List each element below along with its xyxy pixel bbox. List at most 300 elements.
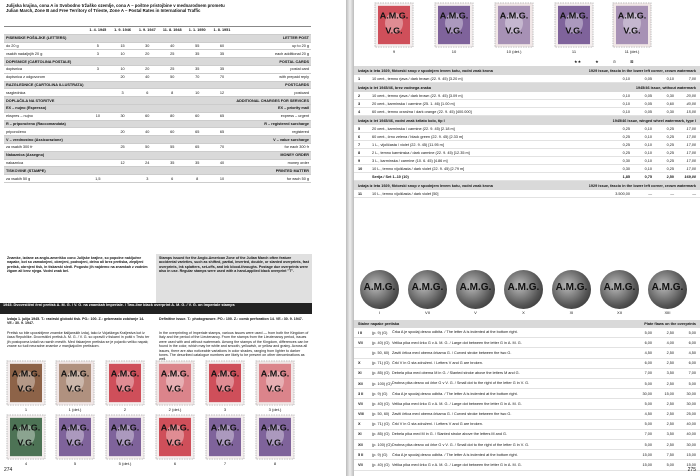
rates-cell-empty xyxy=(160,120,185,128)
grade-mint-never-hinged: ★★ xyxy=(574,59,582,64)
catalogue-row xyxy=(354,141,700,149)
rates-cell: 12 xyxy=(210,89,235,97)
rates-label-en: money order xyxy=(234,159,311,167)
catalogue-price: 0,05 xyxy=(644,76,652,81)
catalogue-row xyxy=(354,125,700,133)
rates-cell: 3 xyxy=(135,175,160,183)
rates-label-en: postal card xyxy=(234,65,311,73)
stamp-image xyxy=(205,360,245,406)
plate-flaw-price: 25,00 xyxy=(686,412,696,417)
catalogue-price: 0,30 xyxy=(622,158,630,163)
rates-cell-empty xyxy=(160,167,185,175)
rates-cell-empty xyxy=(85,120,110,128)
rates-cell: 55 xyxy=(160,143,185,151)
plate-flaw-price: 5,00 xyxy=(644,381,652,386)
svg-text:V.G.: V.G. xyxy=(116,437,134,448)
rates-cell-empty xyxy=(110,34,135,42)
rates-row xyxy=(4,175,311,183)
plate-flaw-type: XII xyxy=(358,381,363,386)
svg-text:V.G.: V.G. xyxy=(565,25,583,36)
rates-label-en: each additional 20 g xyxy=(234,50,311,58)
plate-flaw-price: 7,00 xyxy=(688,371,696,376)
rates-cell-empty xyxy=(210,34,235,42)
rates-cell: 30 xyxy=(110,112,135,120)
catalogue-description: 10 L., temno vijoličasta / dark violet [50] xyxy=(372,191,439,196)
stamp-image xyxy=(155,360,195,406)
rates-cell: 10 xyxy=(185,89,210,97)
rates-cell-empty xyxy=(110,167,135,175)
plate-flaw-price: 7,50 xyxy=(666,452,674,457)
catalogue-price: 0,05 xyxy=(644,101,652,106)
rates-cell-empty xyxy=(185,104,210,112)
rates-cell-empty xyxy=(185,58,210,66)
rates-cell-empty xyxy=(185,97,210,105)
rates-cell: 3 xyxy=(85,65,110,73)
plate-flaw-position: (p. 9) (G) xyxy=(372,330,388,335)
catalogue-price: 0,05 xyxy=(644,93,652,98)
right-page xyxy=(354,0,700,476)
stamp-image xyxy=(105,360,145,406)
svg-text:A.M.G.: A.M.G. xyxy=(210,368,240,379)
plate-flaw-price: 15,00 xyxy=(686,452,696,457)
issue-band-sl: Izdaja iz leta 1929, fiktorski snop v spodnjem levem kotu, vodni znak krona xyxy=(358,183,493,188)
svg-text:A.M.G.: A.M.G. xyxy=(260,368,290,379)
plate-flaw-price: 5,00 xyxy=(666,463,674,468)
plate-flaw-row xyxy=(354,338,700,348)
rates-cell-empty xyxy=(110,97,135,105)
svg-text:V.G.: V.G. xyxy=(445,25,463,36)
rates-cell: 25 xyxy=(160,65,185,73)
plate-flaw-description: Debela pika med M in G. / Slanted stroke above the letters M and G. xyxy=(392,432,508,437)
catalogue-price: 0,10 xyxy=(622,101,630,106)
rates-cell: 1,5 xyxy=(85,175,110,183)
catalogue-row xyxy=(354,190,700,198)
catalogue-number: 5 xyxy=(358,126,361,131)
plate-flaw-price: 2,50 xyxy=(666,381,674,386)
catalogue-row xyxy=(354,100,700,108)
plate-flaw-price: 6,00 xyxy=(644,361,652,366)
rates-cell: 10 xyxy=(110,65,135,73)
overprint-detail-caption: XI xyxy=(569,310,574,315)
svg-text:A.M.G.: A.M.G. xyxy=(499,10,529,21)
rates-cell-empty xyxy=(110,104,135,112)
issue-band-sl: Izdaja iz let 1945/46, brez vodnega znaka xyxy=(358,85,432,90)
rates-cell-empty xyxy=(210,97,235,105)
plate-flaw-price: 4,50 xyxy=(644,412,652,417)
header-line-sl: Julijska krajina, cona A in Svobodno tržaško ozemlje, cona A – poštne pristojbine v mednarodnem prometu xyxy=(6,3,225,8)
catalogue-price: 0,60 xyxy=(666,101,674,106)
rates-cell: 10 xyxy=(110,50,135,58)
rates-label-en: PRINTED MATTER xyxy=(234,167,311,175)
rates-date-header: 1. 9. 1946 xyxy=(110,27,135,35)
rates-label: ekspres – nujno xyxy=(4,112,85,120)
grade-cover: ⊠ xyxy=(630,59,634,64)
rates-section-row xyxy=(4,167,311,175)
plate-flaw-description: Zaviti črtica med obema črkama G. / Curved stroke between the two G. xyxy=(392,350,512,355)
catalogue-description: 10 cent., temno rjava / dark brown (22. 9. 45) [3.09 m] xyxy=(372,93,463,98)
rates-label: V – vrednostno (Assicurazione) xyxy=(4,136,85,144)
rates-cell-empty xyxy=(135,151,160,159)
plate-flaw-price: 2,50 xyxy=(666,422,674,427)
overprint-detail-glyph: A.M.G. xyxy=(555,282,588,293)
rates-cell: 35 xyxy=(160,159,185,167)
page-number-right: 275 xyxy=(687,467,696,473)
issue-bar: 1945. Dvovrstični črni pretisk A. M. G. / V. G. na znamkah Imperiale. / Two-line black overprint A. M. G. / V. G. on Imperiale stamps xyxy=(0,303,312,314)
issue-meta-en: Definitive issue. T.: photogravure. PO.: 100. Z.: comb perforation 14. VE.: 30. 9. 1947. xyxy=(159,317,303,321)
plate-flaw-type: XI xyxy=(358,432,362,437)
svg-text:A.M.G.: A.M.G. xyxy=(379,10,409,21)
rates-label-en: V – value surcharge xyxy=(234,136,311,144)
rates-label-en: up to 20 g xyxy=(234,42,311,50)
svg-text:A.M.G.: A.M.G. xyxy=(260,422,290,433)
rates-cell: 65 xyxy=(210,112,235,120)
svg-text:V.G.: V.G. xyxy=(17,383,35,394)
catalogue-price: 17,00 xyxy=(686,142,696,147)
plate-flaw-price: 5,00 xyxy=(644,401,652,406)
rates-section-row xyxy=(4,58,311,66)
note-sl: Znamke, izdane za anglo-ameriško cono Julijske krajine, so popolne naključne napake, kot so zamaknjeni, obrnjeni, podvojeni, delno ali brez pretiska, zlepljeni pretisk, obrnjeni tisk, in tiskarski sledi. Pogosto jih najdemo na znamkah z vodnim žigom ali brez njega. Vodni znak bel. xyxy=(7,256,148,274)
rates-cell-empty xyxy=(185,81,210,89)
catalogue-price: 0,05 xyxy=(644,109,652,114)
stamp-image xyxy=(105,414,145,460)
catalogue-number: 1 xyxy=(358,76,361,81)
note-en: Stamps issued for the Anglo-American Zone of the Julian March often feature accidental varieties, such as shifted, partial, inverted, double, or slanted overprints, fast overprints, ink splatters, set-offs, and ink blood-throughs. Postage due overprints were also in use. Regular stamps were used with a hand-applied black overprint "T". xyxy=(156,254,312,304)
rates-row xyxy=(4,128,311,136)
svg-text:A.M.G.: A.M.G. xyxy=(160,422,190,433)
overprint-detail-caption: I xyxy=(378,310,381,315)
rates-cell-empty xyxy=(185,34,210,42)
rates-label: vsakih nadaljnjih 20 g xyxy=(4,50,85,58)
rates-cell-empty xyxy=(210,136,235,144)
rates-cell: 65 xyxy=(185,128,210,136)
svg-text:A.M.G.: A.M.G. xyxy=(60,368,90,379)
rates-cell: 35 xyxy=(185,65,210,73)
catalogue-price: 3.500,00 xyxy=(615,191,630,196)
rates-header-blank xyxy=(4,27,85,35)
rates-cell: 20 xyxy=(135,65,160,73)
overprint-detail-glyph: A.M.G. xyxy=(651,282,684,293)
stamp-image xyxy=(255,414,295,460)
rates-cell-empty xyxy=(185,151,210,159)
plate-flaw-description: Zaviti črtica med obema črkama G. / Curved stroke between the two G. xyxy=(392,411,512,416)
rates-label: priporočeno xyxy=(4,128,85,136)
grade-used: ⊙ xyxy=(612,59,617,64)
rates-header-blank-right xyxy=(234,27,311,35)
rates-cell: 8 xyxy=(160,89,185,97)
plate-flaw-price: 2,50 xyxy=(666,442,674,447)
stamp-caption: 1 xyxy=(24,407,28,412)
stamp-image xyxy=(255,360,295,406)
svg-text:V.G.: V.G. xyxy=(166,437,184,448)
rates-label-en: LETTER POST xyxy=(234,34,311,42)
stamp-image xyxy=(55,360,95,406)
rates-cell-empty xyxy=(210,167,235,175)
issue-band-en: 1945/46 issue, winged wheel watermark, type I xyxy=(612,118,696,123)
catalogue-price: 0,30 xyxy=(666,93,674,98)
plate-flaw-price: 4,50 xyxy=(688,350,696,355)
rates-label-en: registered xyxy=(234,128,311,136)
rates-cell: 80 xyxy=(160,112,185,120)
rates-cell: 30 xyxy=(135,42,160,50)
catalogue-price: 0,10 xyxy=(644,142,652,147)
catalogue-price: 0,25 xyxy=(666,150,674,155)
header-line-en: Julian March, Zone B and Free Territory of Trieste, Zone A – Postal Rates in International Traffic xyxy=(6,8,201,14)
plate-header-en: Plate flaws on the overprints xyxy=(644,322,696,326)
plate-flaw-price: 3,50 xyxy=(666,432,674,437)
catalogue-price: 40,00 xyxy=(686,101,696,106)
plate-flaw-row xyxy=(354,450,700,460)
rates-cell-empty xyxy=(85,136,110,144)
rates-cell: 20 xyxy=(110,128,135,136)
rates-cell: 35 xyxy=(185,50,210,58)
catalogue-price: 0,10 xyxy=(622,109,630,114)
catalogue-price: 1,85 xyxy=(622,174,630,179)
svg-text:V.G.: V.G. xyxy=(17,437,35,448)
plate-flaw-price: 5,00 xyxy=(644,422,652,427)
catalogue-price: 0,10 xyxy=(644,134,652,139)
stamp-caption: 2 (det.) xyxy=(168,407,182,412)
rates-cell: 70 xyxy=(210,73,235,81)
plate-flaw-price: 15,00 xyxy=(686,463,696,468)
plate-flaw-price: 6,00 xyxy=(644,340,652,345)
plate-flaw-row xyxy=(354,430,700,440)
catalogue-price: 17,00 xyxy=(686,150,696,155)
rates-label: dopisnica z odgovorom xyxy=(4,73,85,81)
plate-flaw-row xyxy=(354,460,700,470)
rates-cell: 40 xyxy=(160,42,185,50)
plate-flaw-position: (p. 85) (G) xyxy=(372,432,390,437)
catalogue-price: 0,10 xyxy=(644,126,652,131)
rates-date-header: 1. 9. 1947 xyxy=(135,27,160,35)
plate-flaw-type: X xyxy=(358,361,361,366)
rates-cell: 40 xyxy=(135,73,160,81)
issue-band-en: 1945/46 issue, without watermark xyxy=(635,85,696,90)
plate-flaw-price: 30,00 xyxy=(642,391,652,396)
plate-flaw-row xyxy=(354,399,700,409)
issue-band xyxy=(354,83,700,92)
catalogue-description: 1 L., vijoličasta / violet (22. 9. 45) [11.95 m] xyxy=(372,142,444,147)
rates-cell-empty xyxy=(85,151,110,159)
svg-text:A.M.G.: A.M.G. xyxy=(60,422,90,433)
rates-cell: 60 xyxy=(210,42,235,50)
rates-cell-empty xyxy=(210,81,235,89)
catalogue-description: 20 cent., karminska / carmine (22. 9. 45) [2.18 m] xyxy=(372,126,455,131)
plate-flaw-description: Črka A je spodaj desno odbita. / The letter A is indented at the bottom right. xyxy=(392,452,518,457)
rates-cell-empty xyxy=(135,136,160,144)
catalogue-list xyxy=(354,66,700,198)
catalogue-price: 0,10 xyxy=(644,158,652,163)
catalogue-price: 17,00 xyxy=(686,166,696,171)
catalogue-price: 17,00 xyxy=(686,126,696,131)
overprint-detail-glyph: A.M.G. xyxy=(459,282,492,293)
overprint-detail-glyph: A.M.G. xyxy=(603,282,636,293)
rates-cell-empty xyxy=(210,58,235,66)
catalogue-price: 0,30 xyxy=(666,109,674,114)
svg-text:V.G.: V.G. xyxy=(216,437,234,448)
rates-cell xyxy=(85,143,110,151)
rates-date-header: 1. 4. 1945 xyxy=(85,27,110,35)
stamp-caption: 11 (det.) xyxy=(624,49,640,54)
catalogue-price: 20,00 xyxy=(686,93,696,98)
rates-cell xyxy=(85,159,110,167)
rates-cell xyxy=(110,175,135,183)
overprint-detail-caption: XIII xyxy=(664,310,671,315)
issue-band-sl: Izdaja iz leta 1929, fiktorski snop v spodnjem levem kotu, vodni znak krona xyxy=(358,68,493,73)
svg-text:V.G.: V.G. xyxy=(266,437,284,448)
catalogue-number: 4 xyxy=(358,109,361,114)
rates-cell: 10 xyxy=(85,112,110,120)
rates-cell: 40 xyxy=(135,128,160,136)
overprint-detail-caption: V xyxy=(474,310,477,315)
stamp-caption: 8 xyxy=(273,461,277,466)
plate-flaw-type: X xyxy=(358,422,361,427)
plate-flaw-row xyxy=(354,389,700,399)
stamp-image xyxy=(155,414,195,460)
overprint-detail-image xyxy=(456,270,495,309)
plate-flaw-description: Velika pika med črko G v A. M. G. / Large dot between the letter G in A. M. G. xyxy=(392,401,522,406)
svg-text:V.G.: V.G. xyxy=(505,25,523,36)
stamp-caption: 11 xyxy=(571,49,577,54)
rates-header-row xyxy=(4,27,311,35)
catalogue-number: 2 xyxy=(358,93,361,98)
rates-cell: 70 xyxy=(210,143,235,151)
stamp-caption: 5 xyxy=(73,461,77,466)
catalogue-row xyxy=(354,92,700,100)
rates-label: nakaznica xyxy=(4,159,85,167)
plate-flaw-price: 2,50 xyxy=(666,330,674,335)
rates-row xyxy=(4,159,311,167)
overprint-detail-glyph: A.M.G. xyxy=(507,282,540,293)
plate-flaw-type: VII xyxy=(358,340,363,345)
plate-flaw-price: 5,00 xyxy=(644,442,652,447)
rates-cell-empty xyxy=(160,97,185,105)
catalogue-price: 0,75 xyxy=(644,174,652,179)
stamp-caption: 2 xyxy=(123,407,127,412)
rates-cell-empty xyxy=(210,104,235,112)
catalogue-price: 17,00 xyxy=(686,158,696,163)
catalogue-description: 60 cent., temno oranžna / dark orange (22. 9. 45) [400.000] xyxy=(372,109,472,114)
overprint-detail-image xyxy=(360,270,399,309)
plate-flaw-description: Črki V in G sta združeni. / Letters V and G are broken. xyxy=(392,422,483,427)
plate-flaw-position: (p. 9) (G) xyxy=(372,452,388,457)
overprint-detail-image xyxy=(648,270,687,309)
rates-cell-empty xyxy=(110,81,135,89)
rates-section-row xyxy=(4,97,311,105)
rates-section-row xyxy=(4,120,311,128)
svg-text:V.G.: V.G. xyxy=(266,383,284,394)
rates-row xyxy=(4,143,311,151)
plate-flaw-position: (p. 9) (G) xyxy=(372,391,388,396)
rates-cell-empty xyxy=(135,120,160,128)
body-en: In the overprinting of Imperiale stamps, various issues were used — from both the Kingdom of Italy and the period of the Lieutenancy. From the stamps from the Lieutenancy period, issues were used with and without watermark. Among the stamps of the Kingdom, differences can be found in the color, which may be white and smooth, yellowish, or yellow and grainy. Across all issues, there are also noticeable variations in color shades, ranging from lighter to darker tones. The described catalogue numbers are likely to be present on other denominations as well. xyxy=(159,331,309,362)
rates-cell: 50 xyxy=(135,143,160,151)
rates-cell-empty xyxy=(160,34,185,42)
catalogue-description: 60 cent., črno zelena / black green (22. 9. 45) [2.33 m] xyxy=(372,134,464,139)
stamp-image xyxy=(434,2,474,48)
catalogue-row xyxy=(354,157,700,165)
stamp-caption: 3 (det.) xyxy=(268,407,282,412)
rates-label-en: MONEY ORDER xyxy=(234,151,311,159)
rates-date-header: 11. 8. 1948 xyxy=(160,27,185,35)
grade-headers xyxy=(574,59,633,64)
issue-meta-sl: Izdaja 1. julija 1945. T.: rastrski globoki tisk. PO.: 100. Z.: gebenasto zobčanje 14. VE.: 30. 9. 1947. xyxy=(7,317,145,326)
plate-flaw-price: 15,00 xyxy=(642,463,652,468)
catalogue-price: 0,25 xyxy=(666,166,674,171)
rates-cell-empty xyxy=(85,34,110,42)
left-page-header xyxy=(6,3,306,13)
plate-flaw-position: (p. 71) (G) xyxy=(372,361,390,366)
stamp-image xyxy=(6,414,46,460)
rates-cell: 60 xyxy=(185,112,210,120)
overprint-detail-glyph: A.M.G. xyxy=(363,282,396,293)
catalogue-number: 9 xyxy=(358,158,361,163)
rates-cell-empty xyxy=(135,104,160,112)
plate-flaw-type: VIII xyxy=(358,412,364,417)
catalogue-price: 0,25 xyxy=(622,134,630,139)
issue-band-en: 1929 issue, fascio in the lower left corner, crown watermark xyxy=(588,183,696,188)
svg-text:A.M.G.: A.M.G. xyxy=(559,10,589,21)
plate-flaw-position: (p. 71) (G) xyxy=(372,422,390,427)
rates-label-en: for each 300 fr xyxy=(234,143,311,151)
rates-cell-empty xyxy=(135,97,160,105)
stamp-caption: 5 (det.) xyxy=(118,461,132,466)
catalogue-price: 15,00 xyxy=(686,109,696,114)
catalogue-row xyxy=(354,75,700,83)
rates-cell: 65 xyxy=(185,143,210,151)
rates-section-row xyxy=(4,104,311,112)
svg-text:A.M.G.: A.M.G. xyxy=(617,10,647,21)
plate-flaw-price: 7,00 xyxy=(644,432,652,437)
rates-date-header: 1. 8. 1951 xyxy=(210,27,235,35)
catalogue-number: 10 xyxy=(358,166,363,171)
rates-cell-empty xyxy=(85,97,110,105)
stamp-caption: 6 xyxy=(173,461,177,466)
catalogue-price: 0,10 xyxy=(644,150,652,155)
svg-text:A.M.G.: A.M.G. xyxy=(11,368,41,379)
svg-text:A.M.G.: A.M.G. xyxy=(110,422,140,433)
plate-flaw-price: 15,00 xyxy=(664,391,674,396)
catalogue-price: 0,25 xyxy=(666,134,674,139)
catalogue-number: 6 xyxy=(358,134,361,139)
rates-label-en: for each 50 g xyxy=(234,175,311,183)
rates-cell-empty xyxy=(85,104,110,112)
catalogue-price: 0,10 xyxy=(644,166,652,171)
svg-text:A.M.G.: A.M.G. xyxy=(11,422,41,433)
catalogue-description: 20 cent., karminska / carmine (25. 1. 46) [1.00 m] xyxy=(372,101,455,106)
plate-flaw-description: Debela pika med obema M in G. / Slanted stroke above the letters M and G. xyxy=(392,371,520,376)
rates-cell-empty xyxy=(160,136,185,144)
rates-label: za vsakih 300 fr xyxy=(4,143,85,151)
rates-cell-empty xyxy=(135,81,160,89)
catalogue-price: 17,00 xyxy=(686,134,696,139)
svg-text:V.G.: V.G. xyxy=(216,383,234,394)
svg-text:V.G.: V.G. xyxy=(623,25,641,36)
issue-band-en: 1929 issue, fascio in the lower left corner, crown watermark xyxy=(588,68,696,73)
plate-flaw-row xyxy=(354,348,700,358)
stamp-image xyxy=(55,414,95,460)
rates-cell: 15 xyxy=(110,42,135,50)
stamp-caption: 3 xyxy=(223,407,227,412)
overprint-detail-glyph: A.M.G. xyxy=(411,282,444,293)
catalogue-price: 0,25 xyxy=(666,142,674,147)
page-number-left: 274 xyxy=(4,467,13,473)
book-gutter xyxy=(346,0,354,476)
rates-section-row xyxy=(4,136,311,144)
rates-row xyxy=(4,89,311,97)
rates-cell xyxy=(85,73,110,81)
issue-band-sl: Izdaja iz let 1945/46, vodni znak krilato kolo, tip I xyxy=(358,118,445,123)
grade-mint: ★ xyxy=(595,59,599,64)
